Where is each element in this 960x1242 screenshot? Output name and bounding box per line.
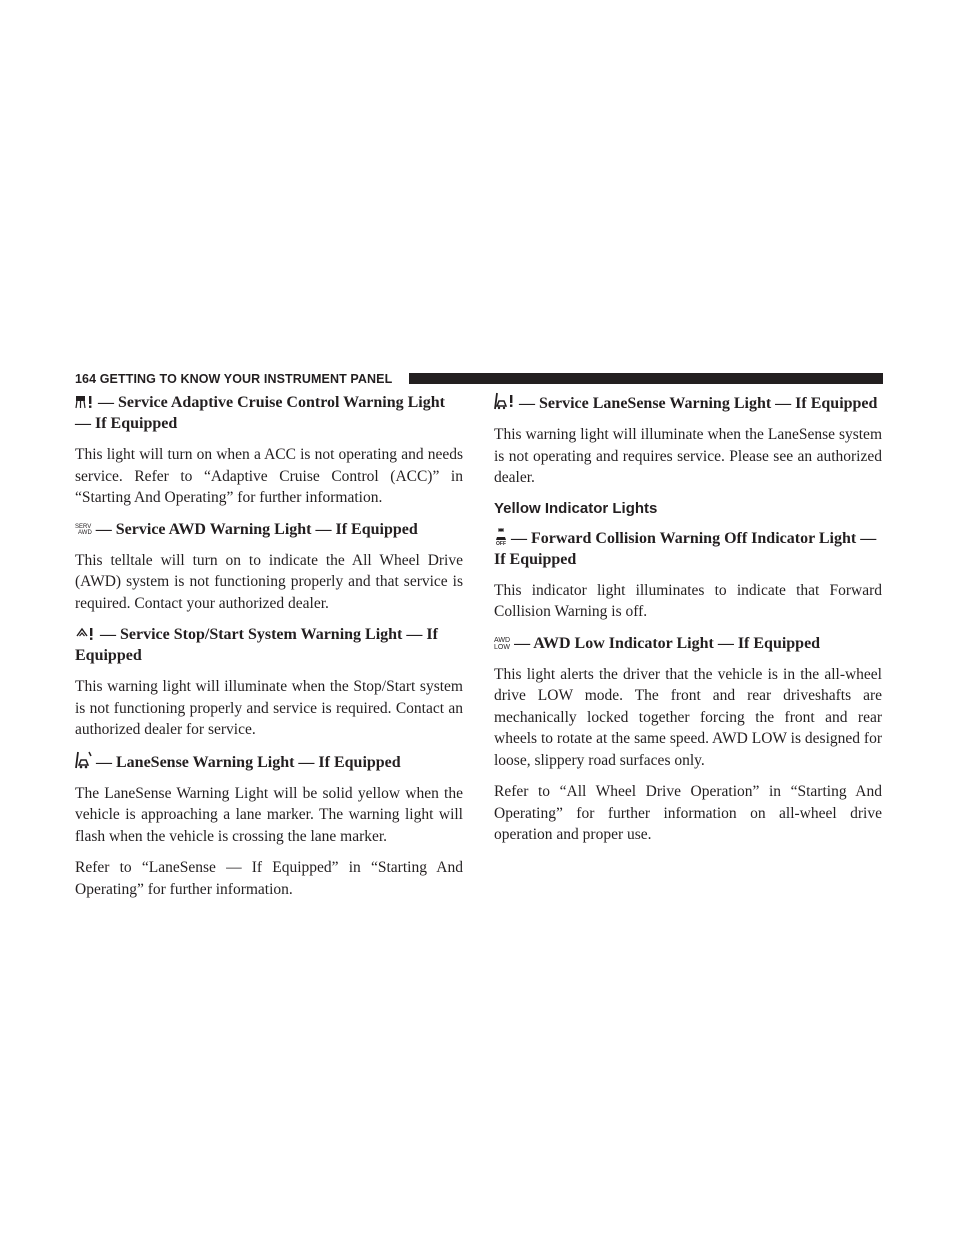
yellow-indicator-title: Yellow Indicator Lights [494,499,658,517]
acc-service-icon [75,395,95,409]
lanesense-service-icon [494,392,516,410]
lanesense-body-1: The LaneSense Warning Light will be solid yellow when the vehicle is approaching a lane marker. The warning light will flash when the vehicle is crossing the lane marker. [75,784,463,845]
fcw-heading-text: — Forward Collision Warning Off Indicator Light — If Equipped [494,529,877,568]
stop-start-service-icon [75,627,97,641]
fcw-off-icon [494,527,508,545]
lanesense-heading-text: — LaneSense Warning Light — If Equipped [96,753,401,771]
stopstart-body: This warning light will illuminate when the Stop/Start system is not functioning properly and service is required. Contact an authorized dealer for service. [75,678,463,738]
awd-heading [75,519,463,540]
page-header [75,371,883,387]
lanesense-body-2: Refer to “LaneSense — If Equipped” in “Starting And Operating” for further information. [75,859,463,898]
acc-body: This light will turn on when a ACC is not operating and needs service. Refer to “Adaptive Cruise Control (ACC)” in “Starting And Operating” for further information. [75,446,463,506]
lanesense-heading [75,751,463,773]
page-number: 164 [75,372,97,386]
awd-body: This telltale will turn on to indicate the All Wheel Drive (AWD) system is not functioning properly and that service is required. Contact your authorized dealer. [75,551,463,612]
fcw-off-icon-text: OFF [496,540,506,545]
fcw-heading [494,527,882,570]
serv-awd-icon-line2: AWD [78,529,92,536]
awdlow-heading [494,633,882,654]
awd-low-icon-line1: AWD [494,636,511,644]
lanesense-service-body: This warning light will illuminate when the LaneSense system is not operating and requires service. Please see an authorized dealer. [494,426,882,486]
header-text [75,371,392,387]
awdlow-body-2: Refer to “All Wheel Drive Operation” in “Starting And Operating” for further information on all-wheel drive operation and proper use. [494,783,882,843]
fcw-body: This indicator light illuminates to indicate that Forward Collision Warning is off. [494,581,882,620]
lanesense-service-heading [494,392,882,414]
awdlow-body-1: This light alerts the driver that the vehicle is in the all-wheel drive LOW mode. The front and rear driveshafts are mechanically locked together forcing the front and rear wheels to rotate at the same speed. AWD LOW is designed for loose, slippery road surfaces only. [494,665,882,769]
right-column [494,392,882,856]
lanesense-icon [75,751,93,769]
acc-heading-text: — Service Adaptive Cruise Control Warning Light — If Equipped [75,394,445,432]
acc-heading [75,392,463,434]
serv-awd-icon [75,524,92,536]
awd-low-icon-line2: LOW [494,643,510,651]
lanesense-service-heading-text: — Service LaneSense Warning Light — If Equipped [519,395,878,412]
section-title: GETTING TO KNOW YOUR INSTRUMENT PANEL [99,372,393,386]
left-column [75,392,463,910]
awd-heading-text: — Service AWD Warning Light — If Equipped [95,520,418,538]
awd-low-icon [494,637,510,651]
stopstart-heading-text: — Service Stop/Start System Warning Light — If Equipped [75,626,438,664]
serv-awd-icon-line1: SERV [75,523,92,530]
stopstart-heading [75,624,463,666]
awdlow-heading-text: — AWD Low Indicator Light — If Equipped [514,634,821,652]
header-rule [409,373,883,384]
